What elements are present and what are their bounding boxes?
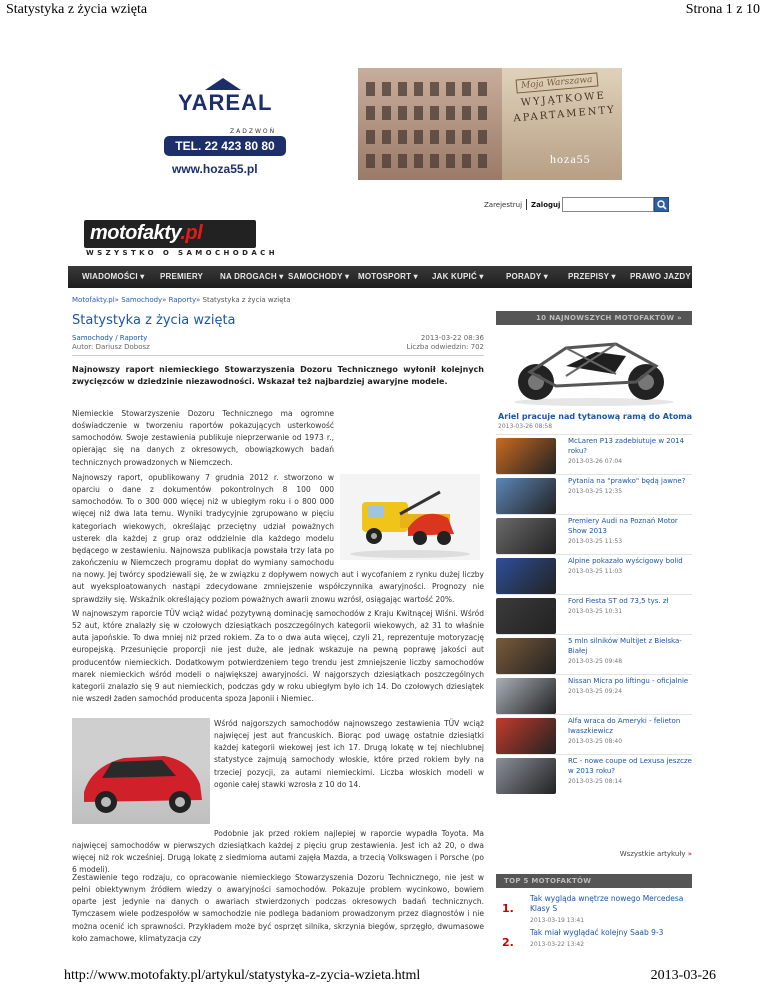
item-separator [496, 594, 692, 595]
breadcrumb-separator: » [114, 296, 119, 304]
print-page-number: Strona 1 z 10 [685, 2, 760, 17]
all-articles-link[interactable] [600, 850, 692, 858]
latest-news-item[interactable] [496, 476, 692, 516]
latest-news-item[interactable] [496, 596, 692, 636]
article-paragraph-2 [72, 472, 484, 606]
top5-date: 2013-03-19 13:41 [530, 917, 585, 924]
news-title: McLaren P13 zadebiutuje w 2014 roku? [568, 437, 685, 455]
breadcrumb-home[interactable]: Motofakty.pl [72, 296, 115, 304]
breadcrumb-separator: » [195, 296, 201, 304]
news-date: 2013-03-25 11:53 [568, 538, 623, 545]
print-header [0, 0, 768, 22]
breadcrumb-current: Statystyka z życia wzięta [202, 296, 291, 304]
article-author: Autor: Dariusz Dobosz [72, 343, 150, 351]
news-item-text [568, 636, 692, 667]
top5-rank: 1. [502, 902, 514, 915]
logo-tld: .pl [180, 222, 203, 244]
ad-website: www.hoza55.pl [172, 162, 258, 176]
item-separator [496, 554, 692, 555]
item-separator [496, 674, 692, 675]
featured-title[interactable]: Ariel pracuje nad tytanową ramą do Atoma [498, 412, 693, 421]
login-link[interactable]: Zaloguj [531, 201, 561, 209]
nav-item-przepisy[interactable]: PRZEPISY ▾ [568, 272, 616, 281]
top5-heading: TOP 5 MOTOFAKTÓW [496, 874, 692, 888]
item-separator [496, 474, 692, 475]
news-thumbnail [496, 598, 556, 634]
nav-item-premiery[interactable]: PREMIERY [160, 272, 204, 281]
article-category[interactable]: Samochody / Raporty [72, 334, 148, 342]
news-date: 2013-03-25 08:14 [568, 778, 623, 785]
print-title: Statystyka z życia wzięta [6, 2, 148, 17]
nav-item-samochody[interactable]: SAMOCHODY ▾ [288, 272, 350, 281]
news-item-text [568, 476, 692, 497]
news-title: Pytania na "prawko" będą jawne? [568, 477, 686, 485]
nav-item-jak-kupic[interactable]: JAK KUPIĆ ▾ [432, 272, 484, 281]
top5-title: Tak wygląda wnętrze nowego Mercedesa Klasy S [530, 894, 684, 913]
item-separator [496, 754, 692, 755]
article-title: Statystyka z życia wzięta [72, 313, 236, 328]
article-paragraph-5: Podobnie jak przed rokiem najlepiej w raporcie wypadła Toyota. Ma najwięcej samochodów w pierwszych dziesiątkach każdej z pięciu grup zestawienia. Jest ich aż 20, o dwa więcej niż rok wcześniej. Drugą lokatę z siedmioma autami zajęła Mazda, a trzecią Volkswagen i Porsche (po 6 modeli). [72, 829, 484, 875]
news-item-text [568, 516, 692, 547]
news-thumbnail [496, 478, 556, 514]
yareal-roof-icon [205, 78, 241, 90]
latest-news-item[interactable] [496, 556, 692, 596]
paragraph-1-text: Niemieckie Stowarzyszenie Dozoru Technicznego ma ogromne doświadczenie w tworzeniu raportów pokazujących usterkowość samochodów. Swoje zestawienia publikuje nieprzerwanie od 1973 r., opierając się na danych z okresowych, obowiązkowych badań technicznych prowadzonych w Niemczech. [72, 409, 334, 467]
news-date: 2013-03-25 08:40 [568, 738, 623, 745]
item-separator [496, 514, 692, 515]
login-separator [526, 199, 527, 210]
breadcrumb-reports[interactable]: Raporty [168, 296, 196, 304]
top5-item[interactable] [496, 892, 692, 926]
ad-phone: TEL. 22 423 80 80 [164, 136, 286, 156]
main-navigation [68, 266, 692, 288]
news-item-text [568, 596, 692, 617]
news-thumbnail [496, 678, 556, 714]
nav-item-porady[interactable]: PORADY ▾ [506, 272, 548, 281]
featured-date: 2013-03-26 08:58 [498, 423, 553, 430]
news-date: 2013-03-25 09:48 [568, 658, 623, 665]
top5-date: 2013-03-22 13:42 [530, 941, 585, 948]
news-thumbnail [496, 718, 556, 754]
site-logo[interactable] [84, 220, 256, 248]
breadcrumb-cars[interactable]: Samochody [121, 296, 163, 304]
ad-moja-warszawa: Moja Warszawa [516, 72, 599, 93]
article-paragraph-4: Wśród najgorszych samochodów najnowszego zestawienia TÜV wciąż najwięcej jest aut francuskich. Biorąc pod uwagę ostatnie dziesiątki każdej kategorii wiekowej jest ich 17. Drugą lokatę w tej niechlubnej statystyce zajmują samochody włoskie, które przed rokiem były na trzeciej pozycji, za autami niemieckimi. Liczba włoskich modeli w ogonie całej stawki wzrosła z 10 do 14. [214, 719, 484, 789]
all-articles-label: Wszystkie artykuły [619, 850, 686, 858]
ad-call-label: ZADZWOŃ [230, 128, 277, 135]
nav-item-na-drogach[interactable]: NA DROGACH ▾ [220, 272, 284, 281]
article-image-red-car [72, 718, 210, 824]
latest-news-item[interactable] [496, 676, 692, 716]
latest-news-item[interactable] [496, 636, 692, 676]
nav-item-wiadomosci[interactable]: WIADOMOŚCI ▾ [82, 272, 145, 281]
featured-image-ariel-atom[interactable] [496, 326, 692, 408]
top5-item[interactable] [496, 926, 692, 960]
article-meta [380, 334, 484, 352]
nav-item-motosport[interactable]: MOTOSPORT ▾ [358, 272, 418, 281]
news-title: 5 mln silników MultiJet z Bielska-Białej [568, 637, 682, 655]
register-link[interactable]: Zarejestruj [484, 201, 523, 209]
news-date: 2013-03-25 09:24 [568, 688, 623, 695]
news-thumbnail [496, 438, 556, 474]
print-date: 2013-03-26 [650, 968, 716, 983]
breadcrumb-separator: » [162, 296, 167, 304]
search-icon [657, 200, 667, 210]
news-thumbnail [496, 558, 556, 594]
article-paragraph-6: Zestawienie tego rodzaju, co opracowanie niemieckiego Stowarzyszenia Dozoru Technicznego, nie jest w pełni obiektywnym źródłem wiedzy o awaryjności samochodów. Pokazuje problem wycinkowo, bowiem oparte jest jedynie na danych o awariach stwierdzonych podczas okresowych badań technicznych. Tymczasem wiele podzespołów w samochodzie nie podlega badaniom prowadzonym przez diagnostów i nie można ocenić ich sprawności. Przykładem może być osprzęt silnika, skrzynia biegów, sprzęgło, dwumasowe koło zamachowe, klimatyzacja czy [72, 873, 484, 943]
latest-news-heading[interactable]: 10 NAJNOWSZYCH MOTOFAKTÓW » [496, 311, 692, 325]
news-date: 2013-03-26 07:04 [568, 458, 623, 465]
news-item-text [568, 676, 692, 697]
news-title: Alfa wraca do Ameryki - felieton Iwaszkiewicz [568, 717, 681, 735]
news-item-text [568, 436, 692, 467]
news-thumbnail [496, 518, 556, 554]
news-date: 2013-03-25 11:03 [568, 568, 623, 575]
float-spacer [334, 408, 484, 468]
paragraph-2-text: Najnowszy raport, opublikowany 7 grudnia 2012 r. stworzono w oparciu o dane z dokumentów pokontrolnych 8 100 000 samochodów. To o 300 000 więcej niż w ubiegłym roku i o 800 000 więcej niż dwa lata temu. Wyniki tradycyjnie zgrupowano w pięciu kategoriach wiekowych, określając przeciętny udział poważnych usterek dla każdej z grup oraz oddzielnie dla każdego modelu będącego w zestawieniu. Najnowsza publikacja powstała trzy lata po zakończeniu w Niemczech programu dopłat do wymiany samochodu na nowy. Jej twórcy spodziewali się, że w związku z dopływem nowych aut i wycofaniem z rynku dużej liczby aut wyeksploatowanych nastąpi zdecydowane zmniejszenie współczynnika awaryjności. Prognozy nie sprawdziły się. Wskaźnik określający poziom poważnych awarii znowu wzrósł, osiągając wartość 20%. [72, 473, 484, 604]
news-title: Premiery Audi na Poznań Motor Show 2013 [568, 517, 678, 535]
news-item-text [568, 556, 692, 577]
news-date: 2013-03-25 12:35 [568, 488, 623, 495]
search-button[interactable] [654, 197, 669, 212]
all-articles-arrow: » [687, 850, 692, 858]
latest-news-item[interactable] [496, 756, 692, 796]
item-separator [496, 634, 692, 635]
article-date: 2013-03-22 08:36 [420, 334, 484, 342]
news-title: Alpine pokazało wyścigowy bolid [568, 557, 683, 565]
article-paragraph-3: W najnowszym raporcie TÜV wciąż widać pozytywną dominację samochodów z Kraju Kwitnącej Wiśni. Wśród 52 aut, które znalazły się w czołowych dziesiątkach poszczególnych kategorii wiekowych, aż 31 to właśnie auta japońskie. To dwa mniej niż przed rokiem. Za to o dwa auta więcej, czyli 21, reprezentuje motoryzację europejską. Przesunięcie proporcji nie jest duże, ale jednak wskazuje na pewną poprawę jakości aut producentów niemieckich. Dodatkowym potwierdzeniem tego trendu jest zmniejszenie liczby samochodów marek niemieckich wśród modeli o największej awaryjności. W najgorszych dziesiątkach poszczególnych kategorii znalazło się 9 aut niemieckich, podczas gdy w roku ubiegłym było ich 14. Do czołowych dziesiątek nie wszedł żaden samochód producenta spoza Japonii i Niemiec. [72, 609, 484, 704]
top5-title: Tak miał wyglądać kolejny Saab 9-3 [530, 928, 664, 937]
latest-news-item[interactable] [496, 716, 692, 756]
nav-item-prawo-jazdy[interactable]: PRAWO JAZDY [630, 272, 691, 281]
news-thumbnail [496, 638, 556, 674]
latest-news-item[interactable] [496, 436, 692, 476]
news-title: Ford Fiesta ST od 73,5 tys. zł [568, 597, 669, 605]
top5-rank: 2. [502, 936, 514, 949]
item-separator [496, 434, 692, 435]
ad-brand: YAREAL [178, 90, 273, 115]
ad-hoza-logo: hoza55 [550, 152, 591, 166]
advertisement-banner[interactable] [150, 68, 622, 180]
item-separator [496, 714, 692, 715]
news-thumbnail [496, 758, 556, 794]
article-lead: Najnowszy raport niemieckiego Stowarzyszenia Dozoru Technicznego wyłonił kolejnych zwycięzców w dziedzinie niezawodności. Wskazał też najbardziej awaryjne modele. [72, 365, 484, 386]
news-item-text [568, 716, 692, 747]
ad-headline: WYJĄTKOWE APARTAMENTY [513, 90, 617, 125]
search-input[interactable] [562, 197, 654, 212]
building-image [358, 68, 508, 180]
article-views: Liczba odwiedzin: 702 [406, 343, 484, 351]
news-item-text [568, 756, 692, 787]
news-title: RC - nowe coupe od Lexusa jeszcze w 2013 roku? [568, 757, 692, 775]
article-paragraph-1 [72, 408, 484, 468]
logo-brand: motofakty [90, 222, 181, 244]
breadcrumb [72, 296, 291, 304]
news-title: Nissan Micra po liftingu - oficjalnie [568, 677, 689, 685]
print-url: http://www.motofakty.pl/artykul/statystyka-z-zycia-wzieta.html [64, 968, 421, 983]
site-tagline: WSZYSTKO O SAMOCHODACH [86, 249, 278, 257]
news-date: 2013-03-25 10:31 [568, 608, 623, 615]
divider [72, 355, 484, 356]
latest-news-item[interactable] [496, 516, 692, 556]
float-spacer [334, 472, 484, 560]
